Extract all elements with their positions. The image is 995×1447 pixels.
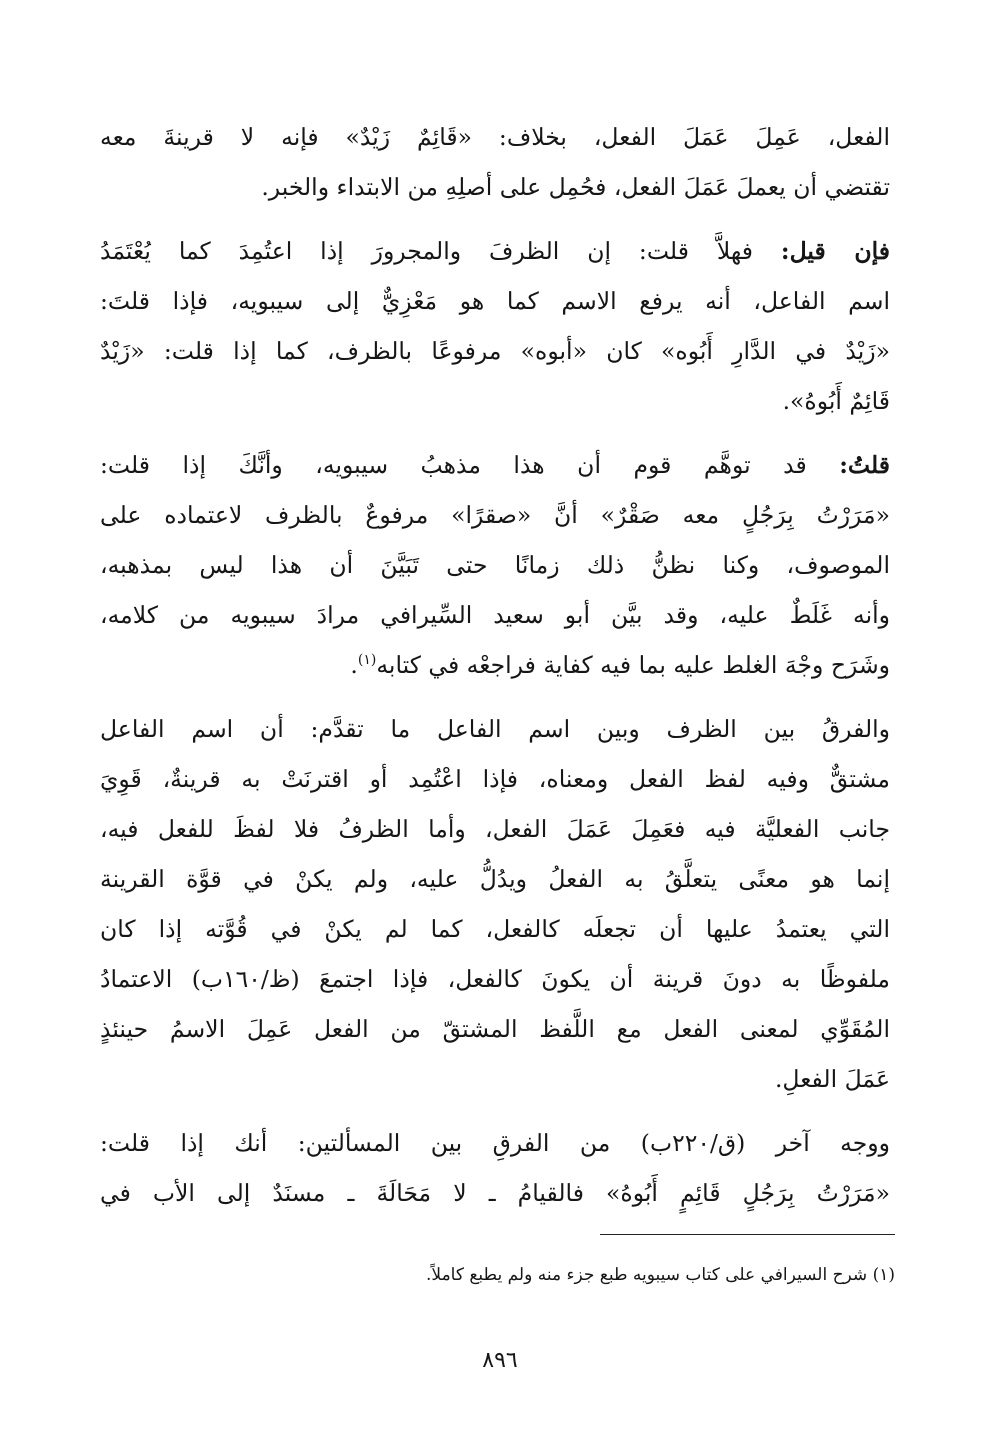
text-segment: قد توهَّم قوم أن هذا مذهبُ سيبويه، وأنَّكَ إذا قلت:	[100, 451, 807, 479]
text-line: عَمَلَ الفعلِ.	[774, 1065, 890, 1093]
text-segment: وشَرَح وجْهَ الغلط عليه بما فيه كفاية فراجعْه في كتابه	[376, 651, 890, 679]
paragraph-4	[100, 704, 890, 1104]
text-line: المُقَوِّي لمعنى الفعل مع اللَّفظ المشتقّ من الفعل عَمِلَ الاسمُ حينئذٍ	[100, 1015, 890, 1043]
text-line: قَائِمٌ أَبُوهُ».	[782, 387, 890, 415]
footnote: (١) شرح السيرافي على كتاب سيبويه طبع جزء منه ولم يطبع كاملاً.	[426, 1265, 895, 1285]
paragraph-5	[100, 1118, 890, 1218]
text-line: «مَرَرْتُ بِرَجُلٍ معه صَقْرٌ» أنَّ «صقرًا» مرفوعٌ بالظرف لاعتماده على	[100, 501, 890, 529]
text-line	[100, 440, 890, 490]
paragraph-2	[100, 226, 890, 426]
text-line: التي يعتمدُ عليها أن تجعلَه كالفعل، كما لم يكنْ في قُوَّته إذا كان	[100, 915, 890, 943]
paragraph-1	[100, 112, 890, 212]
paragraph-lead: فإن قيل:	[780, 237, 890, 265]
paragraph-3	[100, 440, 890, 690]
text-line: تقتضي أن يعملَ عَمَلَ الفعل، فحُمِل على أصلِهِ من الابتداء والخبر.	[261, 173, 890, 201]
text-line: وشَرَح وجْهَ الغلط عليه بما فيه كفاية فراجعْه في كتابه$^{(١)}$.	[350, 651, 890, 679]
text-line: والفرقُ بين الظرف وبين اسم الفاعل ما تقدَّم: أن اسم الفاعل	[100, 715, 890, 743]
text-segment: فهلاَّ قلت: إن الظرفَ والمجرورَ إذا اعتُمِدَ كما يُعْتَمَدُ	[100, 237, 753, 265]
page-number: ٨٩٦	[482, 1348, 518, 1373]
text-line: الفعل، عَمِلَ عَمَلَ الفعل، بخلاف: «قَائِمٌ زَيْدٌ» فإنه لا قرينةَ معه	[100, 123, 890, 151]
text-line: «مَرَرْتُ بِرَجُلٍ قَائِمٍ أَبُوهُ» فالقيامُ ـ لا مَحَالَةَ ـ مسنَدٌ إلى الأب في	[100, 1179, 890, 1207]
text-line: «زَيْدٌ في الدَّارِ أَبُوه» كان «أبوه» مرفوعًا بالظرف، كما إذا قلت: «زَيْدٌ	[100, 337, 890, 365]
text-line: الموصوف، وكنا نظنُّ ذلك زمانًا حتى تَبَيَّنَ أن هذا ليس بمذهبه،	[100, 551, 890, 579]
text-line: ووجه آخر (ق/٢٢٠ب) من الفرقِ بين المسألتين: أنك إذا قلت:	[100, 1129, 890, 1157]
footnote-reference[interactable]: (١)	[357, 652, 377, 669]
text-line: جانب الفعليَّة فيه فعَمِلَ عَمَلَ الفعل، وأما الظرفُ فلا لفظَ للفعل فيه،	[100, 815, 890, 843]
text-line: اسم الفاعل، أنه يرفع الاسم كما هو مَعْزِيٌّ إلى سيبويه، فإذا قلتَ:	[100, 287, 890, 315]
paragraph-lead: قلتُ:	[839, 451, 890, 479]
text-line	[100, 226, 890, 276]
text-line: ملفوظًا به دونَ قرينة أن يكونَ كالفعل، فإذا اجتمعَ (ظ/١٦٠ب) الاعتمادُ	[100, 965, 890, 993]
main-text	[100, 112, 890, 1232]
text-line: مشتقٌّ وفيه لفظ الفعل ومعناه، فإذا اعْتُمِد أو اقترنَتْ به قرينةٌ، قَوِيَ	[100, 765, 890, 793]
text-line: وأنه غَلَطٌ عليه، وقد بيَّن أبو سعيد السِّيرافي مرادَ سيبويه من كلامه،	[100, 601, 890, 629]
footnote-divider	[600, 1234, 895, 1235]
text-line: إنما هو معنًى يتعلَّقُ به الفعلُ ويدُلُّ عليه، ولم يكنْ في قوَّة القرينة	[100, 865, 890, 893]
